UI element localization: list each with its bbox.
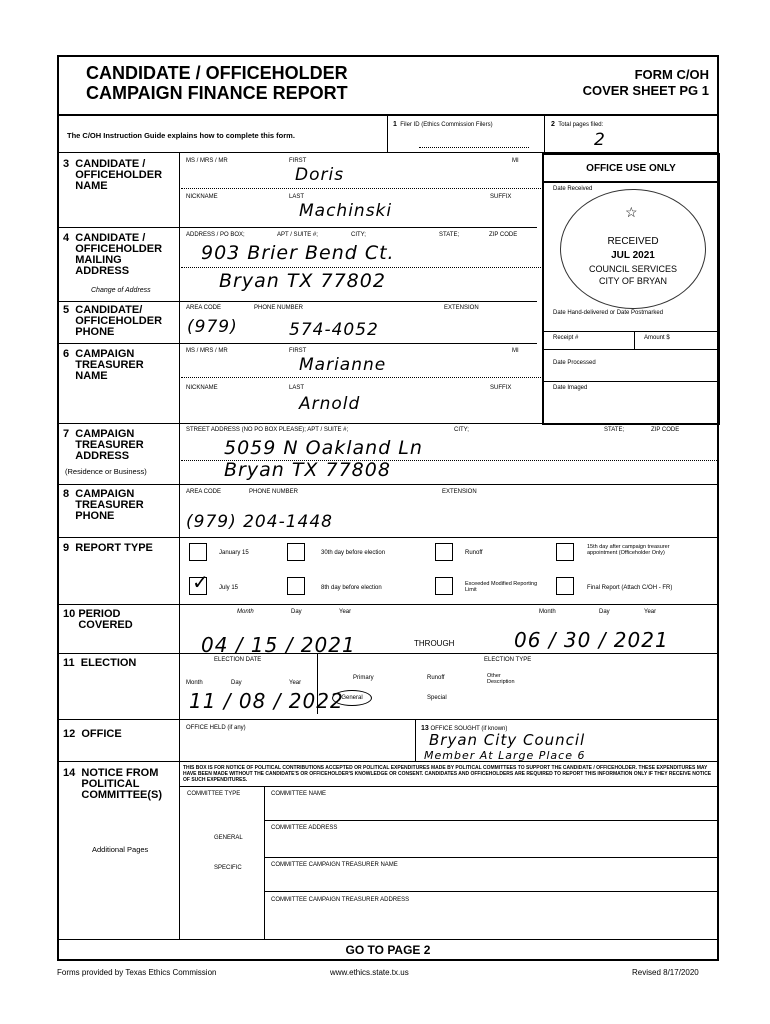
go-to-page-2: GO TO PAGE 2 <box>345 943 431 957</box>
election-special[interactable]: Special <box>427 695 447 701</box>
s5-num: 5 <box>63 304 70 316</box>
s4-city-label: CITY; <box>351 232 366 238</box>
through-label: THROUGH <box>414 639 455 648</box>
checkbox-exceeded[interactable] <box>435 577 453 595</box>
title-line2: CAMPAIGN FINANCE REPORT <box>86 83 348 103</box>
election-runoff[interactable]: Runoff <box>427 675 445 681</box>
treasurer-address-line1[interactable]: 5059 N Oakland Ln <box>224 437 423 459</box>
s10-num: 10 <box>63 608 76 620</box>
label-final-report: Final Report (Attach C/OH - FR) <box>587 585 673 591</box>
label-runoff: Runoff <box>465 550 483 556</box>
election-general: General <box>341 695 363 701</box>
s7-sub: (Residence or Business) <box>65 467 147 476</box>
instruction-text: The C/OH Instruction Guide explains how to complete this form. <box>67 131 295 140</box>
committee-treasurer-address-label: COMMITTEE CAMPAIGN TREASURER ADDRESS <box>271 897 410 903</box>
s4-address-label: ADDRESS / PO BOX; <box>186 232 245 238</box>
s5-label: CANDIDATE/ OFFICEHOLDER PHONE <box>75 304 163 338</box>
s11-label: ELECTION <box>80 657 137 669</box>
office-use-title: OFFICE USE ONLY <box>586 163 676 174</box>
footer-url[interactable]: www.ethics.state.tx.us <box>330 968 409 977</box>
checkbox-30th-day[interactable] <box>287 543 305 561</box>
candidate-area-code[interactable]: (979) <box>187 317 238 337</box>
s3-first-label: FIRST <box>289 158 307 164</box>
period-from[interactable]: 04 / 15 / 2021 <box>201 633 356 657</box>
filer-id-label: Filer ID (Ethics Commission Filers) <box>400 122 493 128</box>
treasurer-first-name[interactable]: Marianne <box>299 355 387 375</box>
footer-provided: Forms provided by Texas Ethics Commission <box>57 968 217 977</box>
s7-zip-label: ZIP CODE <box>651 427 680 433</box>
election-date-label: ELECTION DATE <box>214 657 262 663</box>
committee-type-label: COMMITTEE TYPE <box>187 791 241 797</box>
stamp-received: RECEIVED <box>607 236 659 247</box>
candidate-last-name[interactable]: Machinski <box>299 201 393 221</box>
checkmark-icon: ✓ <box>192 572 209 594</box>
committee-treasurer-name-label: COMMITTEE CAMPAIGN TREASURER NAME <box>271 862 398 868</box>
s3-last-label: LAST <box>289 194 305 200</box>
election-other[interactable]: Other Description <box>487 673 515 685</box>
s7-street-label: STREET ADDRESS (NO PO BOX PLEASE); APT / SUITE #; <box>186 427 349 433</box>
candidate-address-line2[interactable]: Bryan TX 77802 <box>219 270 386 292</box>
section-9-label <box>63 543 153 554</box>
section-10-label <box>63 609 175 631</box>
s13-num: 13 <box>421 725 429 732</box>
s7-state-label: STATE; <box>604 427 625 433</box>
checkbox-15th-day[interactable] <box>556 543 574 561</box>
s8-phone-label: PHONE NUMBER <box>249 489 299 495</box>
date-processed-label: Date Processed <box>553 360 596 366</box>
committee-name-label: COMMITTEE NAME <box>271 791 326 797</box>
stamp-date: JUL 2021 <box>611 250 655 261</box>
committee-address-label: COMMITTEE ADDRESS <box>271 825 338 831</box>
received-stamp <box>560 189 706 309</box>
s4-state-label: STATE; <box>439 232 460 238</box>
s4-label: CANDIDATE / OFFICEHOLDER MAILING ADDRESS <box>75 232 163 277</box>
additional-pages: Additional Pages <box>92 845 149 854</box>
filer-id-num: 1 <box>393 121 397 128</box>
s4-apt-label: APT / SUITE #; <box>277 232 318 238</box>
s4-zip-label: ZIP CODE <box>489 232 518 238</box>
s14-label: NOTICE FROM POLITICAL COMMITTEE(S) <box>81 767 163 801</box>
s3-suffix-label: SUFFIX <box>490 194 512 200</box>
s11-month-label: Month <box>186 680 203 686</box>
s11-year-label: Year <box>289 680 302 686</box>
s4-num: 4 <box>63 232 70 244</box>
date-imaged-label: Date Imaged <box>553 385 588 391</box>
s3-label: CANDIDATE / OFFICEHOLDER NAME <box>75 158 163 192</box>
committee-specific-label: SPECIFIC <box>214 865 242 871</box>
label-january-15: January 15 <box>219 550 249 556</box>
treasurer-last-name[interactable]: Arnold <box>299 394 361 414</box>
s10-label: PERIOD COVERED <box>78 608 133 631</box>
s12-num: 12 <box>63 728 76 740</box>
section-4-label <box>63 233 175 277</box>
s10-day-label: Day <box>291 609 302 615</box>
office-sought-label: OFFICE SOUGHT (if known) <box>430 726 508 732</box>
checkbox-january-15[interactable] <box>189 543 207 561</box>
s10-year-label: Year <box>339 609 352 615</box>
s14-notice: THIS BOX IS FOR NOTICE OF POLITICAL CONTRIBUTIONS ACCEPTED OR POLITICAL EXPENDITURES MADE BY POLITICAL COMMITTEES TO SUPPORT THE CANDIDATE / OFFICEHOLDER. THESE EXPENDITURES MAY HAVE BEEN MADE WITHOUT THE CANDIDATE'S OR OFFICEHOLDER'S KNOWLEDGE OR CONSENT. CANDIDATES AND OFFICEHOLDERS ARE REQUIRED TO REPORT THIS INFORMATION ONLY IF THEY RECEIVE NOTICE OF SUCH EXPENDITURES. <box>183 765 712 783</box>
office-sought-line1[interactable]: Bryan City Council <box>429 731 586 749</box>
footer-revised: Revised 8/17/2020 <box>632 968 699 977</box>
s3-prefix-label: MS / MRS / MR <box>186 158 228 164</box>
hand-delivered-label: Date Hand-delivered or Date Postmarked <box>553 310 664 316</box>
candidate-phone[interactable]: 574-4052 <box>289 320 379 340</box>
date-received-label: Date Received <box>553 186 593 192</box>
s5-area-label: AREA CODE <box>186 305 222 311</box>
receipt-label: Receipt # <box>553 335 579 341</box>
s10-month-label: Month <box>237 609 254 615</box>
s6-mi-label: MI <box>512 348 519 354</box>
committee-general-label: GENERAL <box>214 835 243 841</box>
checkbox-8th-day[interactable] <box>287 577 305 595</box>
s10-day-label-2: Day <box>599 609 610 615</box>
section-6-label <box>63 349 175 382</box>
s14-num: 14 <box>63 767 76 779</box>
s10-month-label-2: Month <box>539 609 556 615</box>
s6-prefix-label: MS / MRS / MR <box>186 348 228 354</box>
s3-mi-label: MI <box>512 158 519 164</box>
label-exceeded: Exceeded Modified Reporting Limit <box>465 581 538 593</box>
sheet-name: COVER SHEET PG 1 <box>582 83 709 98</box>
office-held-label: OFFICE HELD (if any) <box>186 725 246 731</box>
s6-suffix-label: SUFFIX <box>490 385 512 391</box>
stamp-line2: CITY OF BRYAN <box>598 276 667 286</box>
form-id <box>583 67 709 99</box>
s11-num: 11 <box>63 657 75 669</box>
form-number: FORM C/OH <box>634 67 709 82</box>
s8-num: 8 <box>63 488 70 500</box>
candidate-first-name[interactable]: Doris <box>295 165 345 185</box>
s12-label: OFFICE <box>81 728 122 740</box>
s9-label: REPORT TYPE <box>75 542 153 554</box>
amount-label: Amount $ <box>644 335 670 341</box>
s10-year-label-2: Year <box>644 609 657 615</box>
title-line1: CANDIDATE / OFFICEHOLDER <box>86 63 348 83</box>
s6-num: 6 <box>63 348 70 360</box>
label-july-15: July 15 <box>219 585 239 591</box>
election-type-label: ELECTION TYPE <box>484 657 532 663</box>
treasurer-phone[interactable]: (979) 204-1448 <box>186 512 333 532</box>
s6-nickname-label: NICKNAME <box>186 385 218 391</box>
s6-label: CAMPAIGN TREASURER NAME <box>75 348 144 382</box>
label-15th-day: 15th day after campaign treasurer appointment (Officeholder Only) <box>587 544 670 556</box>
checkbox-runoff[interactable] <box>435 543 453 561</box>
s7-city-label: CITY; <box>454 427 469 433</box>
section-12-label <box>63 729 122 740</box>
treasurer-address-line2[interactable]: Bryan TX 77808 <box>224 459 391 481</box>
section-14-label <box>63 768 175 801</box>
change-of-address[interactable]: Change of Address <box>91 287 151 294</box>
section-8-label <box>63 489 175 522</box>
s5-ext-label: EXTENSION <box>444 305 479 311</box>
s11-day-label: Day <box>231 680 242 686</box>
section-11-label <box>63 658 136 669</box>
total-pages-num: 2 <box>551 121 555 128</box>
label-30th-day: 30th day before election <box>321 550 386 556</box>
section-3-label <box>63 159 175 192</box>
s6-first-label: FIRST <box>289 348 307 354</box>
s8-area-label: AREA CODE <box>186 489 222 495</box>
s8-label: CAMPAIGN TREASURER PHONE <box>75 488 144 522</box>
form-title <box>86 63 348 103</box>
election-date[interactable]: 11 / 08 / 2022 <box>189 689 344 713</box>
section-5-label <box>63 305 175 338</box>
label-8th-day: 8th day before election <box>321 585 382 591</box>
s6-last-label: LAST <box>289 385 305 391</box>
office-use-box <box>542 153 720 425</box>
s8-ext-label: EXTENSION <box>442 489 477 495</box>
form-cover-sheet <box>57 55 719 961</box>
s7-num: 7 <box>63 428 70 440</box>
s5-phone-label: PHONE NUMBER <box>254 305 304 311</box>
checkbox-final-report[interactable] <box>556 577 574 595</box>
stamp-star-icon: ☆ <box>625 204 638 220</box>
period-to[interactable]: 06 / 30 / 2021 <box>514 628 669 652</box>
s9-num: 9 <box>63 542 70 554</box>
s3-num: 3 <box>63 158 70 170</box>
candidate-address-line1[interactable]: 903 Brier Bend Ct. <box>201 242 395 264</box>
election-primary[interactable]: Primary <box>353 675 374 681</box>
stamp-line1: COUNCIL SERVICES <box>588 264 678 274</box>
s7-label: CAMPAIGN TREASURER ADDRESS <box>75 428 144 462</box>
total-pages-label: Total pages filed: <box>558 122 604 128</box>
section-7-label <box>63 429 175 462</box>
s3-nickname-label: NICKNAME <box>186 194 218 200</box>
office-sought-line2[interactable]: Member At Large Place 6 <box>424 749 586 762</box>
total-pages-value[interactable]: 2 <box>594 130 606 150</box>
